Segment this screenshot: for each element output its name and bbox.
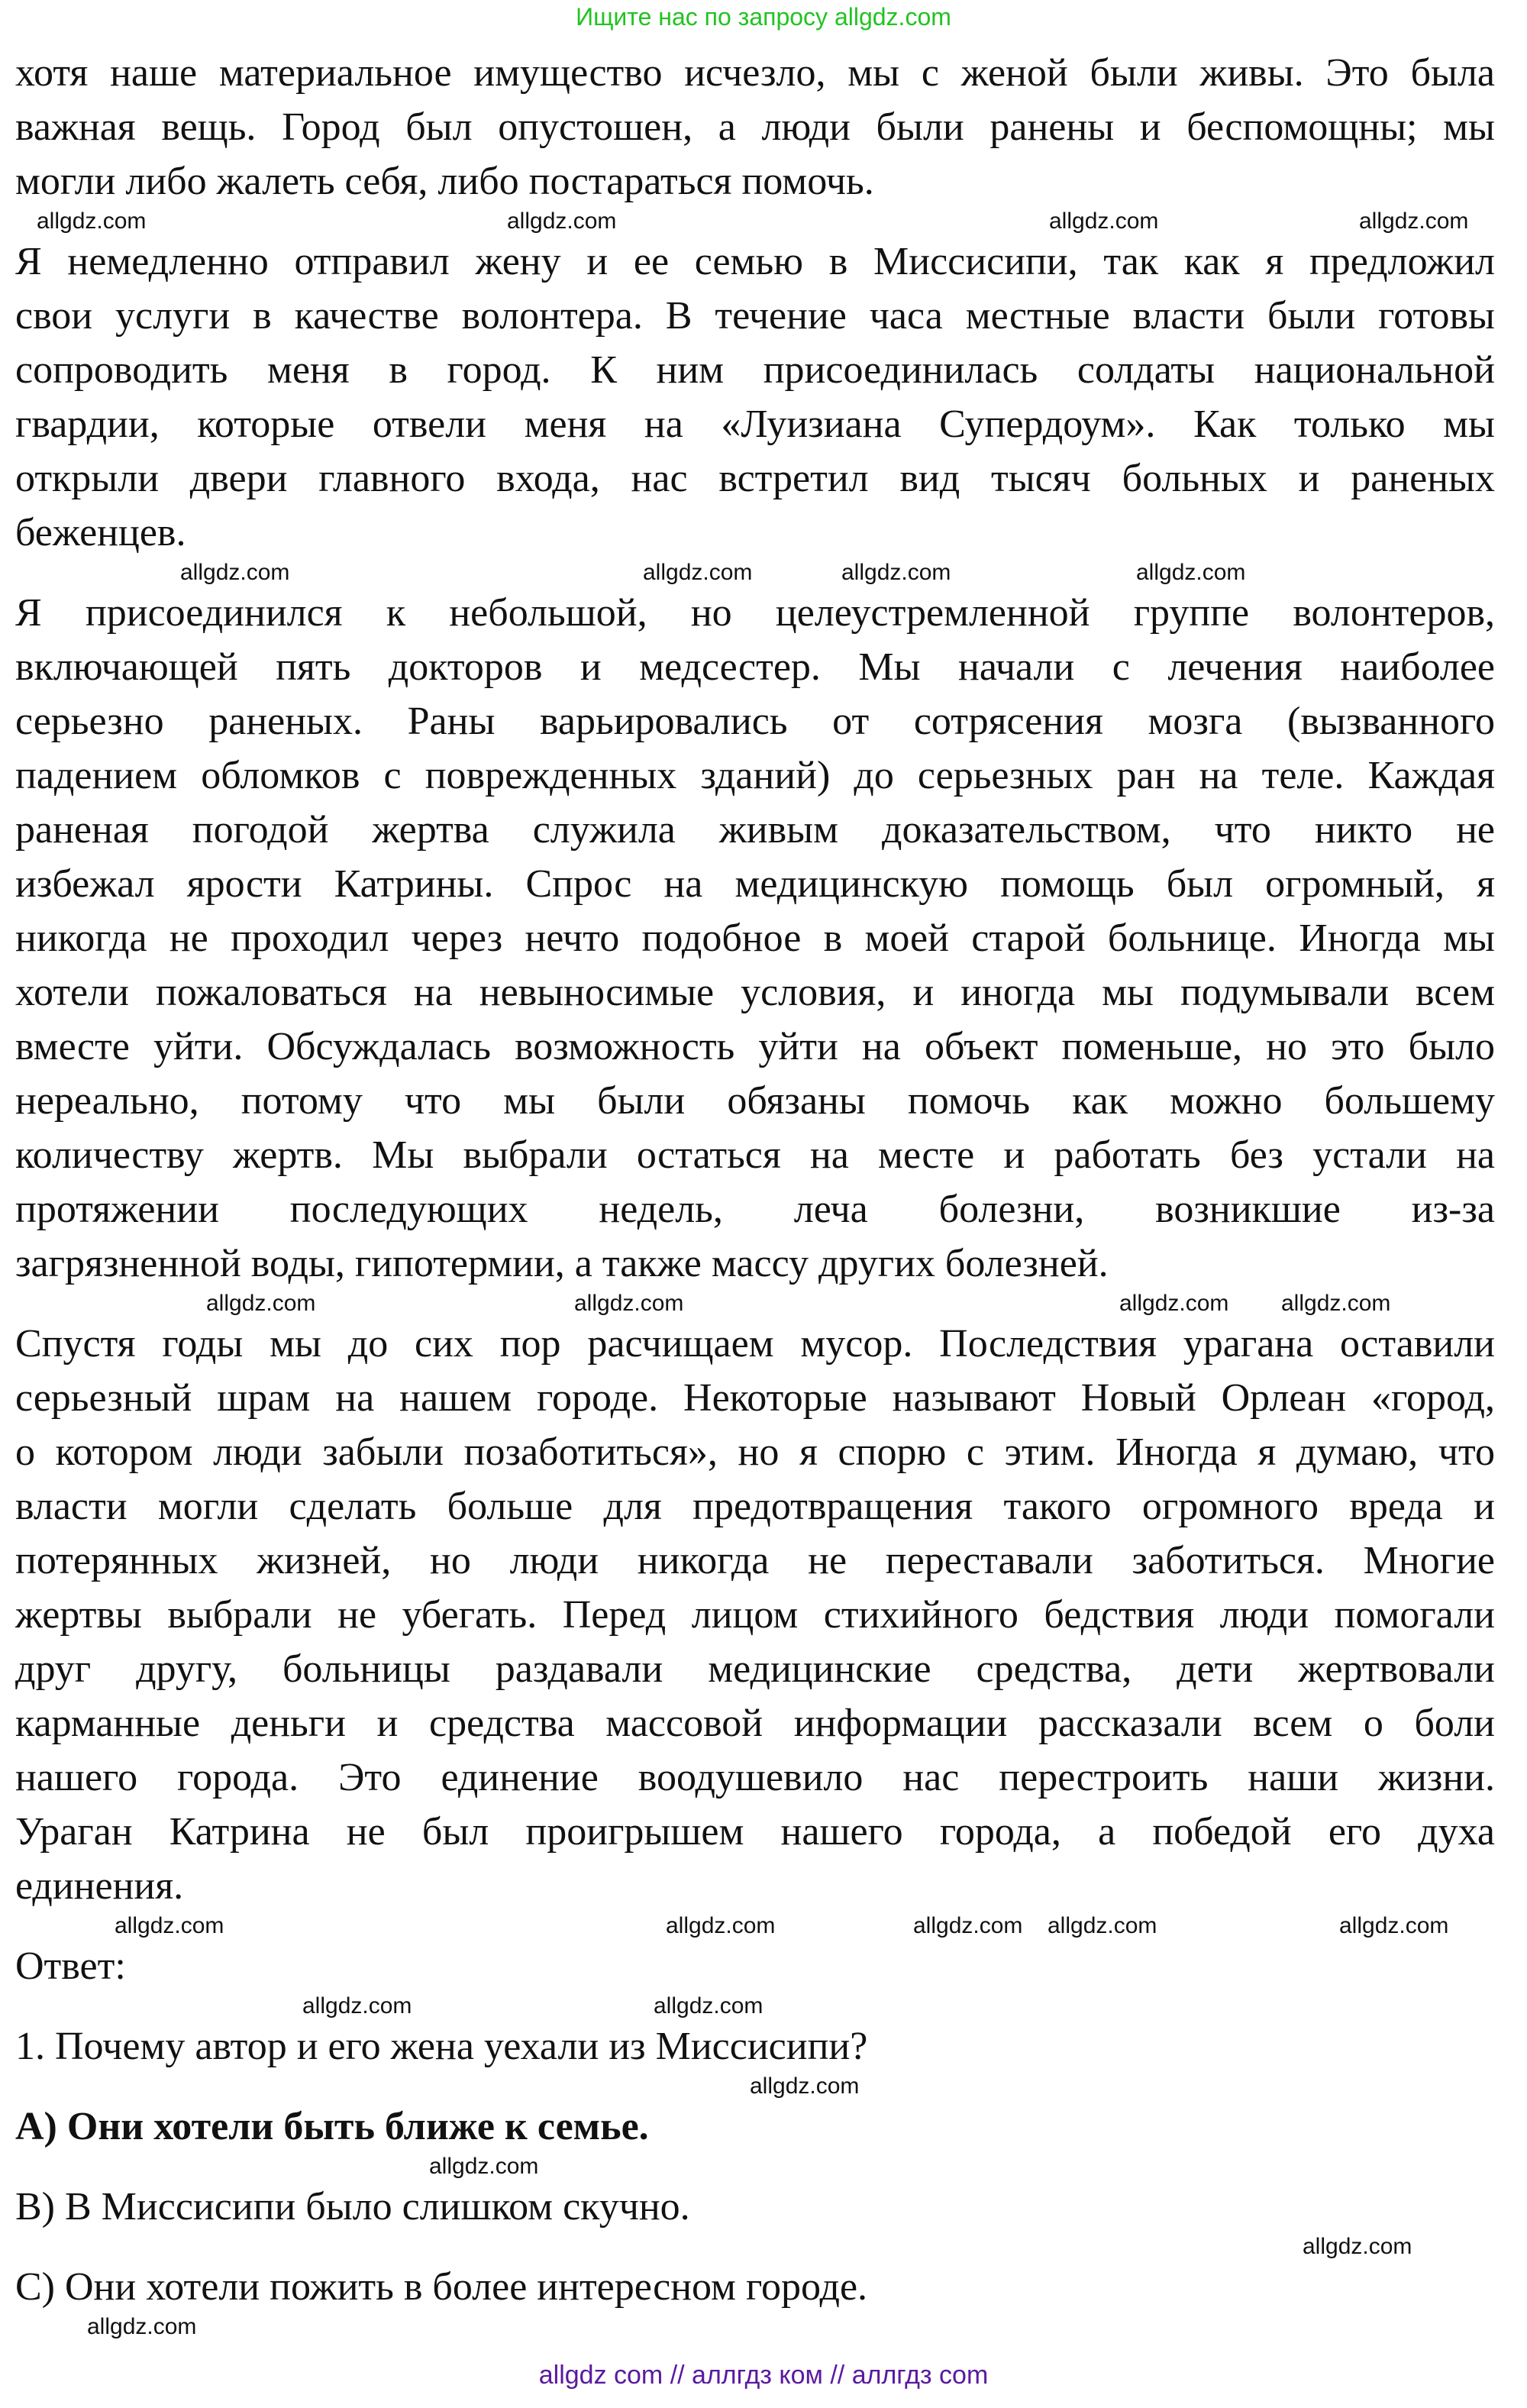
watermark-text: allgdz.com: [1339, 1913, 1449, 1938]
text-line: единения.: [15, 1864, 184, 1908]
text-line: власти могли сделать больше для предотвращения такого огромного вреда и: [15, 1485, 1495, 1528]
block-gap: [15, 560, 1495, 586]
paragraph: [15, 46, 1495, 208]
watermark-text: allgdz.com: [87, 2314, 197, 2339]
text-line: сопроводить меня в город. К ним присоединилась солдаты национальной: [15, 348, 1495, 392]
block-gap: [15, 2073, 1495, 2099]
block-gap: [15, 208, 1495, 234]
block-gap: [15, 2314, 1495, 2340]
option-text-0: A) Они хотели быть ближе к семье.: [15, 2105, 649, 2148]
text-line: беженцев.: [15, 511, 186, 554]
watermark-text: allgdz.com: [1281, 1291, 1391, 1316]
watermark-text: allgdz.com: [654, 1993, 764, 2019]
text-line: серьезный шрам на нашем городе. Некоторые называют Новый Орлеан «город,: [15, 1376, 1495, 1420]
header-banner: Ищите нас по запросу allgdz.com: [576, 3, 951, 31]
watermark-text: allgdz.com: [1359, 208, 1469, 234]
text-line: раненая погодой жертва служила живым доказательством, что никто не: [15, 808, 1495, 852]
text-line: нашего города. Это единение воодушевило нас перестроить наши жизни.: [15, 1756, 1495, 1799]
text-line: свои услуги в качестве волонтера. В течение часа местные власти были готовы: [15, 294, 1495, 338]
watermark-text: allgdz.com: [1303, 2234, 1412, 2259]
text-line: Я присоединился к небольшой, но целеустремленной группе волонтеров,: [15, 591, 1495, 635]
watermark-text: allgdz.com: [180, 560, 290, 585]
text-line: количеству жертв. Мы выбрали остаться на месте и работать без устали на: [15, 1133, 1495, 1177]
text-line: Спустя годы мы до сих пор расчищаем мусор. Последствия урагана оставили: [15, 1322, 1495, 1366]
watermark-text: allgdz.com: [206, 1291, 316, 1316]
text-line: о котором люди забыли позаботиться», но я спорю с этим. Иногда я думаю, что: [15, 1430, 1495, 1474]
watermark-text: allgdz.com: [1119, 1291, 1229, 1316]
text-line: Ураган Катрина не был проигрышем нашего города, а победой его духа: [15, 1810, 1495, 1854]
question-text: 1. Почему автор и его жена уехали из Миссисипи?: [15, 2025, 868, 2068]
block-gap: [15, 1993, 1495, 2019]
paragraph: [15, 586, 1495, 1291]
text-line: серьезно раненых. Раны варьировались от сотрясения мозга (вызванного: [15, 700, 1495, 743]
text-line: никогда не проходил через нечто подобное в моей старой больнице. Иногда мы: [15, 916, 1495, 960]
text-line: важная вещь. Город был опустошен, а люди были ранены и беспомощны; мы: [15, 105, 1495, 149]
text-line: гвардии, которые отвели меня на «Луизиана Супердоум». Как только мы: [15, 402, 1495, 446]
watermark-text: allgdz.com: [302, 1993, 412, 2019]
text-line: загрязненной воды, гипотермии, а также массу других болезней.: [15, 1242, 1109, 1285]
watermark-text: allgdz.com: [666, 1913, 776, 1938]
footer-banner: allgdz com // аллгдз ком // аллгдз com: [538, 2361, 989, 2390]
text-line: потерянных жизней, но люди никогда не переставали заботиться. Многие: [15, 1539, 1495, 1582]
watermark-text: allgdz.com: [750, 2073, 860, 2099]
text-line: друг другу, больницы раздавали медицинские средства, дети жертвовали: [15, 1647, 1495, 1691]
answer-option: [15, 2099, 1495, 2154]
text-line: хотели пожаловаться на невыносимые условия, и иногда мы подумывали всем: [15, 971, 1495, 1014]
question-block: [15, 2019, 1495, 2073]
watermark-text: allgdz.com: [643, 560, 753, 585]
paragraph: [15, 1317, 1495, 1913]
text-line: включающей пять докторов и медсестер. Мы начали с лечения наиболее: [15, 645, 1495, 689]
watermark-text: allgdz.com: [507, 208, 617, 234]
block-gap: [15, 1913, 1495, 1939]
option-text-2: C) Они хотели пожить в более интересном городе.: [15, 2265, 868, 2309]
text-line: вместе уйти. Обсуждалась возможность уйти на объект поменьше, но это было: [15, 1025, 1495, 1068]
text-line: нереально, потому что мы были обязаны помочь как можно большему: [15, 1079, 1495, 1123]
watermark-text: allgdz.com: [115, 1913, 224, 1938]
text-line: могли либо жалеть себя, либо постараться помочь.: [15, 160, 874, 203]
text-line: падением обломков с поврежденных зданий) до серьезных ран на теле. Каждая: [15, 754, 1495, 797]
watermark-text: allgdz.com: [841, 560, 951, 585]
text-line: карманные деньги и средства массовой информации рассказали всем о боли: [15, 1702, 1495, 1745]
watermark-text: allgdz.com: [429, 2154, 539, 2179]
answer-label: Ответ:: [15, 1944, 126, 1988]
watermark-text: allgdz.com: [574, 1291, 684, 1316]
document-body: [15, 46, 1495, 2340]
watermark-text: allgdz.com: [37, 208, 147, 234]
text-line: Я немедленно отправил жену и ее семью в Миссисипи, так как я предложил: [15, 240, 1495, 283]
watermark-text: allgdz.com: [1136, 560, 1246, 585]
answer-option: [15, 2180, 1495, 2234]
text-line: жертвы выбрали не убегать. Перед лицом стихийного бедствия люди помогали: [15, 1593, 1495, 1637]
paragraph: [15, 234, 1495, 560]
text-line: хотя наше материальное имущество исчезло, мы с женой были живы. Это была: [15, 51, 1495, 95]
text-line: протяжении последующих недель, леча болезни, возникшие из-за: [15, 1188, 1495, 1231]
block-gap: [15, 2234, 1495, 2260]
answer-block: [15, 1939, 1495, 1993]
answer-option: [15, 2260, 1495, 2314]
text-line: открыли двери главного входа, нас встретил вид тысяч больных и раненых: [15, 457, 1495, 500]
watermark-text: allgdz.com: [1049, 208, 1159, 234]
watermark-text: allgdz.com: [913, 1913, 1023, 1938]
block-gap: [15, 2154, 1495, 2180]
text-line: избежал ярости Катрины. Спрос на медицинскую помощь был огромный, я: [15, 862, 1495, 906]
watermark-text: allgdz.com: [1048, 1913, 1157, 1938]
option-text-1: B) В Миссисипи было слишком скучно.: [15, 2185, 690, 2229]
block-gap: [15, 1291, 1495, 1317]
